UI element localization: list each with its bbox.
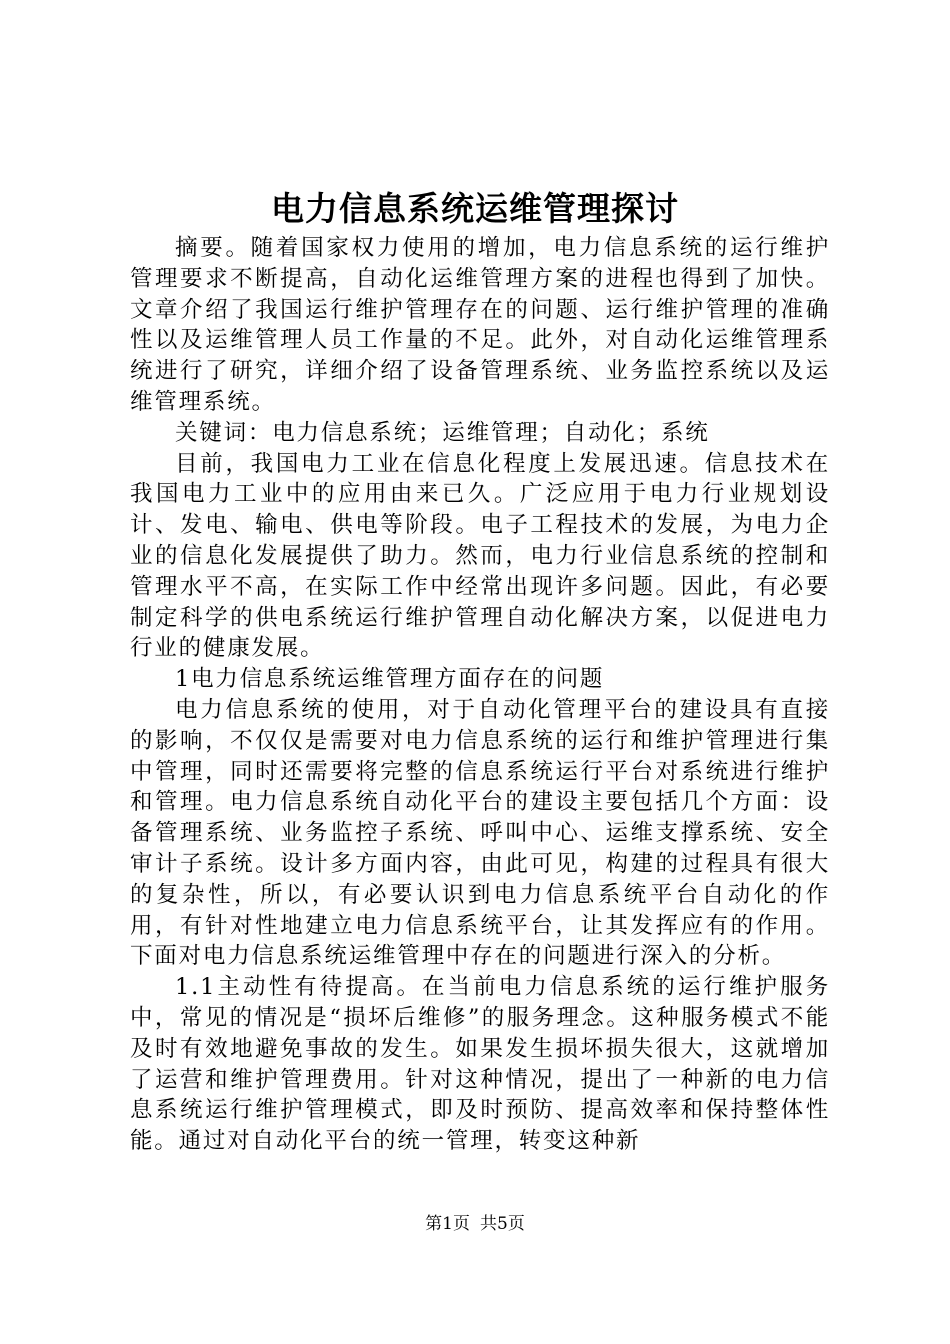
page-footer bbox=[0, 1212, 950, 1236]
section-1-paragraph: 电力信息系统的使用，对于自动化管理平台的建设具有直接的影响，不仅仅是需要对电力信息系统的运行和维护管理进行集中管理，同时还需要将完整的信息系统运行平台对系统进行维护和管理。电力信息系统自动化平台的建设主要包括几个方面：设备管理系统、业务监控子系统、呼叫中心、运维支撑系统、安全审计子系统。设计多方面内容，由此可见，构建的过程具有很大的复杂性，所以，有必要认识到电力信息系统平台自动化的作用，有针对性地建立电力信息系统平台，让其发挥应有的作用。下面对电力信息系统运维管理中存在的问题进行深入的分析。 bbox=[130, 696, 830, 970]
abstract-paragraph: 摘要。随着国家权力使用的增加，电力信息系统的运行维护管理要求不断提高，自动化运维管理方案的进程也得到了加快。文章介绍了我国运行维护管理存在的问题、运行维护管理的准确性以及运维管理人员工作量的不足。此外，对自动化运维管理系统进行了研究，详细介绍了设备管理系统、业务监控系统以及运维管理系统。 bbox=[130, 235, 830, 415]
page-number: 第1页 bbox=[425, 1214, 470, 1234]
section-heading-1: 1电力信息系统运维管理方面存在的问题 bbox=[175, 666, 605, 693]
document-title: 电力信息系统运维管理探讨 bbox=[271, 189, 679, 228]
document-body bbox=[130, 233, 830, 1157]
intro-paragraph: 目前，我国电力工业在信息化程度上发展迅速。信息技术在我国电力工业中的应用由来已久。广泛应用于电力行业规划设计、发电、输电、供电等阶段。电子工程技术的发展，为电力企业的信息化发展提供了助力。然而，电力行业信息系统的控制和管理水平不高，在实际工作中经常出现许多问题。因此，有必要制定科学的供电系统运行维护管理自动化解决方案，以促进电力行业的健康发展。 bbox=[130, 450, 830, 662]
keywords-paragraph: 关键词：电力信息系统；运维管理；自动化；系统 bbox=[175, 419, 710, 446]
page-total: 共5页 bbox=[480, 1214, 525, 1234]
subsection-1-1-paragraph: 1.1主动性有待提高。在当前电力信息系统的运行维护服务中，常见的情况是“损坏后维修”的服务理念。这种服务模式不能及时有效地避免事故的发生。如果发生损坏损失很大，这就增加了运营和维护管理费用。针对这种情况，提出了一种新的电力信息系统运行维护管理模式，即及时预防、提高效率和保持整体性能。通过对自动化平台的统一管理，转变这种新 bbox=[130, 974, 830, 1155]
